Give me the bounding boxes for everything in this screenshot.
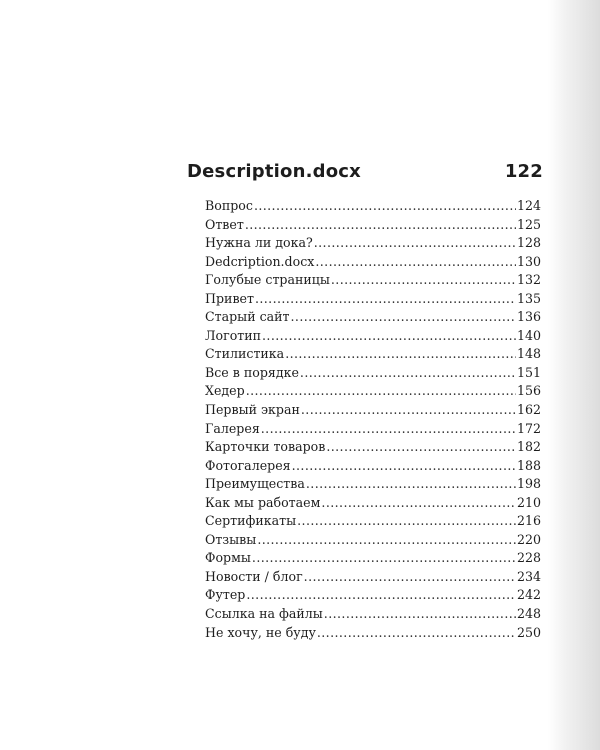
toc-dot-leader — [326, 439, 516, 454]
toc-entry-title: Все в порядке — [205, 364, 299, 380]
toc-entry — [205, 587, 541, 606]
toc-dot-leader — [315, 254, 516, 269]
toc-entry-title: Футер — [205, 587, 246, 603]
toc-entry-title: Первый экран — [205, 402, 300, 418]
toc-entry-page: 188 — [516, 457, 541, 473]
toc-dot-leader — [257, 532, 516, 547]
toc-entry-page: 124 — [516, 198, 541, 213]
toc-entry-title: Нужна ли дока? — [205, 235, 313, 251]
toc-entry-title: Галерея — [205, 420, 260, 436]
toc-entry-title: Карточки товаров — [205, 439, 326, 455]
toc-entry — [205, 272, 541, 291]
toc-dot-leader — [285, 346, 516, 361]
toc-entry-page: 198 — [516, 476, 541, 492]
toc-entry-page: 125 — [516, 216, 541, 232]
toc-dot-leader — [292, 458, 516, 473]
toc-dot-leader — [261, 421, 516, 436]
toc-entry — [205, 569, 541, 588]
toc-dot-leader — [291, 309, 516, 324]
toc-entry-title: Привет — [205, 290, 254, 306]
toc-dot-leader — [314, 235, 516, 250]
toc-entry-title: Сертификаты — [205, 513, 297, 529]
toc-entry-page: 220 — [516, 531, 541, 547]
toc-dot-leader — [306, 476, 516, 491]
toc-dot-leader — [297, 513, 516, 528]
toc-dot-leader — [245, 217, 516, 232]
toc-entry — [205, 625, 541, 644]
toc-entry — [205, 402, 541, 421]
toc-entry — [205, 550, 541, 569]
toc-entry — [205, 309, 541, 328]
toc-dot-leader — [252, 550, 516, 565]
toc-dot-leader — [246, 587, 516, 602]
toc-entry-title: Формы — [205, 550, 251, 566]
toc-entry — [205, 365, 541, 384]
toc-dot-leader — [246, 383, 516, 398]
toc-entry — [205, 291, 541, 310]
toc-entry — [205, 532, 541, 551]
toc-entry — [205, 346, 541, 365]
toc-entry-page: 156 — [516, 383, 541, 399]
toc-entry — [205, 476, 541, 495]
toc-dot-leader — [331, 272, 516, 287]
toc-entry — [205, 328, 541, 347]
toc-entry-title: Ссылка на файлы — [205, 606, 323, 622]
toc-entry — [205, 198, 541, 217]
toc-dot-leader — [321, 495, 516, 510]
toc-entry-page: 151 — [516, 364, 541, 380]
toc-entry-page: 228 — [516, 550, 541, 566]
toc-dot-leader — [301, 402, 516, 417]
toc-entry-title: Отзывы — [205, 531, 257, 547]
toc-entry-title: Dedcription.docx — [205, 253, 315, 269]
toc-entry-page: 210 — [516, 494, 541, 510]
toc-entry — [205, 254, 541, 273]
toc-entry — [205, 439, 541, 458]
toc-dot-leader — [300, 365, 516, 380]
table-of-contents — [205, 198, 541, 643]
toc-entry-page: 250 — [516, 624, 541, 640]
toc-entry-title: Преимущества — [205, 476, 305, 492]
toc-entry-page: 234 — [516, 568, 541, 584]
chapter-title: Description.docx — [187, 161, 361, 182]
toc-entry-page: 248 — [516, 606, 541, 622]
toc-entry-page: 216 — [516, 513, 541, 529]
toc-entry-title: Старый сайт — [205, 309, 290, 325]
toc-dot-leader — [254, 198, 516, 213]
toc-entry — [205, 458, 541, 477]
toc-entry — [205, 235, 541, 254]
toc-entry-title: Ответ — [205, 216, 244, 232]
toc-entry-page: 182 — [516, 439, 541, 455]
page-edge-shadow — [548, 0, 600, 750]
toc-entry-title: Как мы работаем — [205, 494, 321, 510]
toc-entry-page: 162 — [516, 402, 541, 418]
toc-entry-title: Хедер — [205, 383, 245, 399]
toc-entry — [205, 606, 541, 625]
toc-entry-page: 136 — [516, 309, 541, 325]
toc-entry-page: 148 — [516, 346, 541, 362]
toc-entry — [205, 421, 541, 440]
toc-entry-page: 132 — [516, 272, 541, 288]
chapter-header — [187, 161, 543, 189]
toc-entry-page: 130 — [516, 253, 541, 269]
toc-entry-page: 135 — [516, 290, 541, 306]
toc-dot-leader — [304, 569, 516, 584]
chapter-page-number: 122 — [504, 161, 543, 182]
toc-dot-leader — [255, 291, 516, 306]
toc-entry-title: Стилистика — [205, 346, 285, 362]
toc-entry-title: Логотип — [205, 327, 262, 343]
toc-entry — [205, 513, 541, 532]
toc-dot-leader — [317, 625, 516, 640]
toc-entry-page: 128 — [516, 235, 541, 251]
toc-entry-title: Вопрос — [205, 198, 253, 213]
toc-entry-page: 242 — [516, 587, 541, 603]
toc-entry — [205, 495, 541, 514]
toc-entry-page: 140 — [516, 327, 541, 343]
toc-entry-title: Голубые страницы — [205, 272, 330, 288]
toc-entry-page: 172 — [516, 420, 541, 436]
toc-dot-leader — [262, 328, 516, 343]
toc-entry — [205, 217, 541, 236]
toc-entry-title: Не хочу, не буду — [205, 624, 316, 640]
toc-entry — [205, 383, 541, 402]
toc-entry-title: Новости / блог — [205, 568, 303, 584]
toc-entry-title: Фотогалерея — [205, 457, 291, 473]
toc-dot-leader — [324, 606, 516, 621]
